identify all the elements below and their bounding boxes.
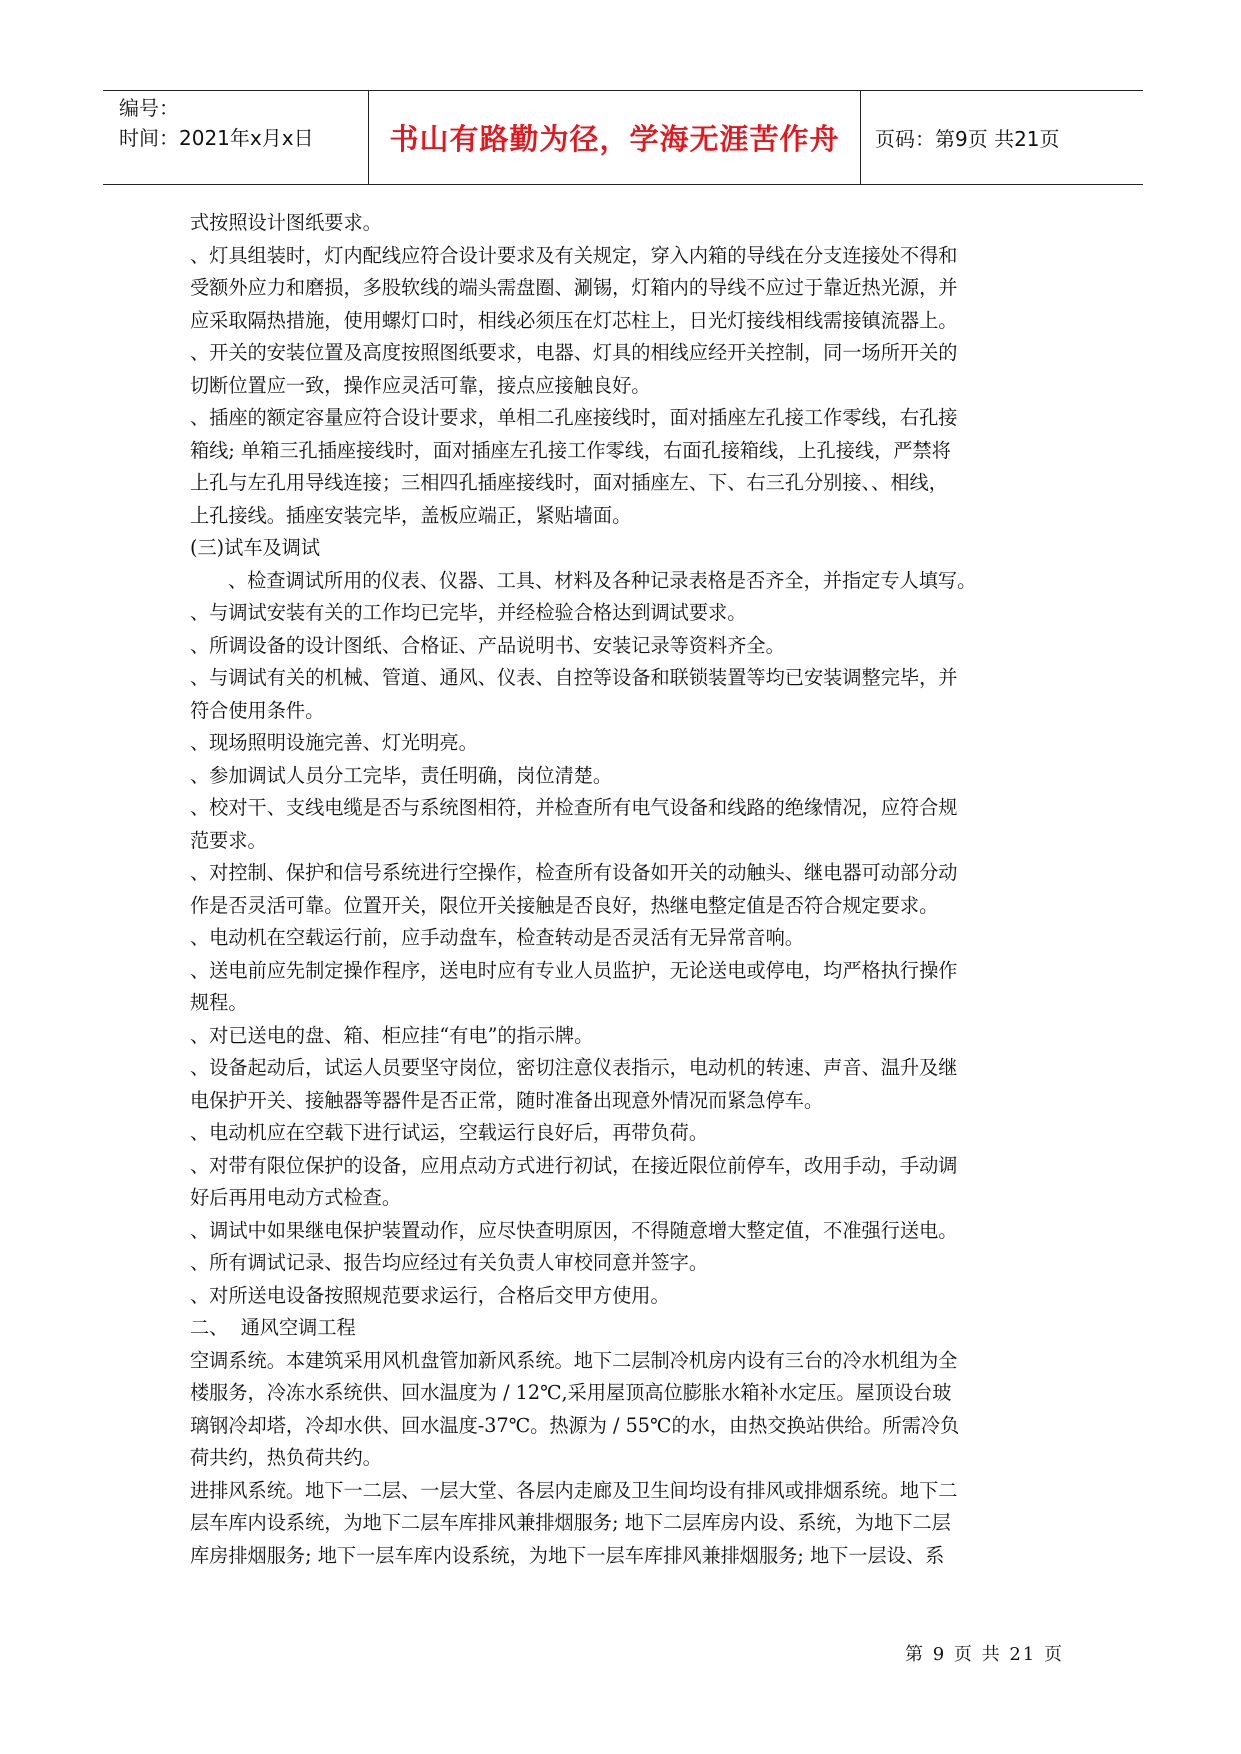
body-line: 、开关的安装位置及高度按照图纸要求，电器、灯具的相线应经开关控制，同一场所开关的: [190, 341, 958, 364]
motto-text: 书山有路勤为径，学海无涯苦作舟: [389, 122, 840, 156]
body-line: 库房排烟服务; 地下一层车库内设系统，为地下一层车库排风兼排烟服务; 地下一层设、系: [190, 1543, 945, 1567]
footer-page-number: 第 9 页 共 21 页: [905, 1644, 1064, 1665]
body-line: 二、 通风空调工程: [190, 1316, 356, 1339]
header-page-number: 页码：第9页 共21页: [875, 127, 1060, 151]
header-page-cell: [861, 91, 1143, 184]
body-line: 箱线; 单箱三孔插座接线时，面对插座左孔接工作零线，右面孔接箱线，上孔接线，严禁将: [190, 438, 951, 462]
body-line: 、调试中如果继电保护装置动作，应尽快查明原因，不得随意增大整定值，不准强行送电。: [190, 1218, 958, 1242]
document-time-label: 时间：2021年x月x日: [119, 126, 314, 150]
body-line: 、检查调试所用的仪表、仪器、工具、材料及各种记录表格是否齐全，并指定专人填写。: [228, 568, 977, 592]
body-line: 、送电前应先制定操作程序，送电时应有专业人员监护，无论送电或停电，均严格执行操作: [190, 958, 958, 982]
body-line: 、所有调试记录、报告均应经过有关负责人审校同意并签字。: [190, 1251, 709, 1274]
body-line: 、现场照明设施完善、灯光明亮。: [190, 731, 478, 754]
body-line: 作是否灵活可靠。位置开关，限位开关接触是否良好，热继电整定值是否符合规定要求。: [190, 893, 939, 917]
body-line: 上孔接线。插座安装完毕，盖板应端正，紧贴墙面。: [190, 503, 632, 527]
body-line: 受额外应力和磨损，多股软线的端头需盘圈、涮锡，灯箱内的导线不应过于靠近热光源，并: [190, 276, 958, 299]
body-line: 、所调设备的设计图纸、合格证、产品说明书、安装记录等资料齐全。: [190, 633, 785, 657]
body-line: 、对控制、保护和信号系统进行空操作，检查所有设备如开关的动触头、继电器可动部分动: [190, 861, 958, 884]
body-line: 进排风系统。地下一二层、一层大堂、各层内走廊及卫生间均设有排风或排烟系统。地下二: [190, 1478, 958, 1502]
body-line: 符合使用条件。: [190, 698, 325, 722]
body-line: 、插座的额定容量应符合设计要求，单相二孔座接线时，面对插座左孔接工作零线，右孔接: [190, 406, 958, 429]
header-info-cell: [103, 91, 369, 184]
body-line: 层车库内设系统，为地下二层车库排风兼排烟服务; 地下二层库房内设、系统，为地下二层: [190, 1511, 951, 1534]
body-line: 空调系统。本建筑采用风机盘管加新风系统。地下二层制冷机房内设有三台的冷水机组为全: [190, 1348, 958, 1372]
body-line: 璃钢冷却塔，冷却水供、回水温度-37℃。热源为 / 55℃的水，由热交换站供给。所需冷负: [190, 1413, 960, 1437]
body-line: 应采取隔热措施，使用螺灯口时，相线必须压在灯芯柱上，日光灯接线相线需接镇流器上。: [190, 308, 958, 332]
body-line: 楼服务，冷冻水系统供、回水温度为 / 12℃,采用屋顶高位膨胀水箱补水定压。屋顶设台玻: [190, 1381, 952, 1404]
body-line: 、对带有限位保护的设备，应用点动方式进行初试，在接近限位前停车，改用手动，手动调: [190, 1153, 958, 1177]
body-line: 、校对干、支线电缆是否与系统图相符，并检查所有电气设备和线路的绝缘情况，应符合规: [190, 796, 958, 819]
header-table: [103, 90, 1143, 185]
body-line: (三)试车及调试: [190, 536, 321, 559]
body-line: 、电动机应在空载下进行试运，空载运行良好后，再带负荷。: [190, 1121, 709, 1144]
header-motto-cell: [369, 91, 861, 184]
body-line: 、对已送电的盘、箱、柜应挂“有电”的指示牌。: [190, 1023, 594, 1047]
body-line: 好后再用电动方式检查。: [190, 1186, 402, 1209]
body-line: 上孔与左孔用导线连接；三相四孔插座接线时，面对插座左、下、右三孔分别接、、相线，: [190, 471, 948, 494]
body-line: 、与调试安装有关的工作均已完毕，并经检验合格达到调试要求。: [190, 601, 747, 624]
body-line: 荷共约，热负荷共约。: [190, 1446, 382, 1469]
body-line: 规程。: [190, 991, 248, 1014]
body-line: 式按照设计图纸要求。: [190, 211, 382, 234]
body-line: 、电动机在空载运行前，应手动盘车，检查转动是否灵活有无异常音响。: [190, 926, 804, 949]
body-line: 、对所送电设备按照规范要求运行，合格后交甲方使用。: [190, 1283, 670, 1307]
body-line: 、参加调试人员分工完毕，责任明确，岗位清楚。: [190, 763, 613, 787]
body-line: 电保护开关、接触器等器件是否正常，随时准备出现意外情况而紧急停车。: [190, 1088, 824, 1112]
document-number-label: 编号：: [119, 96, 179, 120]
document-body: [190, 207, 1070, 1572]
body-line: 、灯具组装时，灯内配线应符合设计要求及有关规定，穿入内箱的导线在分支连接处不得和: [190, 243, 958, 267]
body-line: 、设备起动后，试运人员要坚守岗位，密切注意仪表指示，电动机的转速、声音、温升及继: [190, 1056, 958, 1079]
body-line: 范要求。: [190, 828, 267, 852]
body-line: 、与调试有关的机械、管道、通风、仪表、自控等设备和联锁装置等均已安装调整完毕，并: [190, 666, 958, 689]
body-line: 切断位置应一致，操作应灵活可靠，接点应接触良好。: [190, 373, 651, 397]
